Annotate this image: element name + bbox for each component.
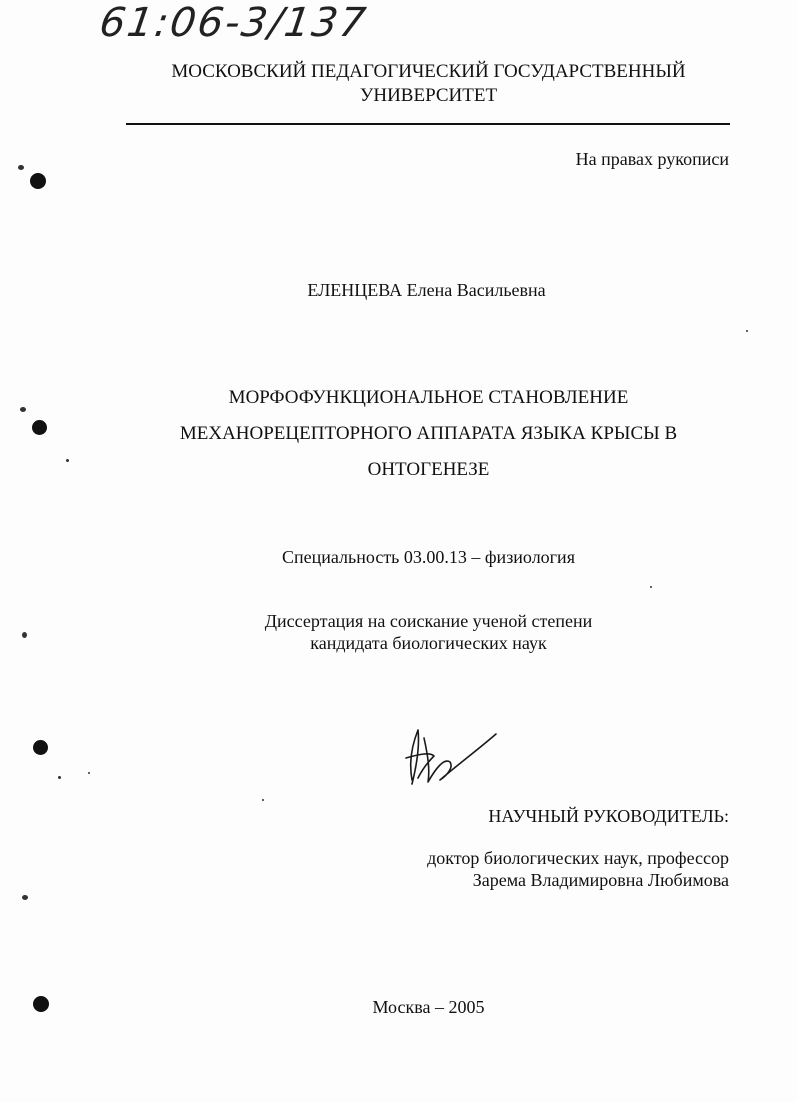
binding-hole — [30, 173, 46, 189]
scan-speck — [58, 776, 61, 779]
dissertation-line-2: кандидата биологических наук — [310, 633, 547, 653]
archive-number-handwritten: 61:06-3/137 — [96, 0, 371, 46]
scan-speck — [22, 632, 27, 638]
place-and-year: Москва – 2005 — [372, 997, 485, 1017]
binding-hole — [33, 740, 48, 755]
university-name — [0, 60, 797, 108]
supervisor-name: Зарема Владимировна Любимова — [472, 870, 729, 890]
scan-speck — [66, 459, 69, 462]
supervisor-heading: НАУЧНЫЙ РУКОВОДИТЕЛЬ: — [488, 806, 729, 826]
dissertation-line-1: Диссертация на соискание ученой степени — [264, 611, 593, 631]
author-signature — [400, 718, 510, 793]
university-line-2: УНИВЕРСИТЕТ — [359, 85, 498, 106]
scan-speck — [746, 330, 748, 332]
specialty: Специальность 03.00.13 – физиология — [282, 547, 575, 567]
title-line-2: МЕХАНОРЕЦЕПТОРНОГО АППАРАТА ЯЗЫКА КРЫСЫ В — [179, 423, 678, 444]
author-name: ЕЛЕНЦЕВА Елена Васильевна — [307, 280, 546, 300]
scan-speck — [262, 799, 264, 801]
title-line-3: ОНТОГЕНЕЗЕ — [367, 459, 490, 480]
scan-speck — [650, 586, 652, 588]
scan-speck — [20, 407, 26, 412]
binding-hole — [32, 420, 47, 435]
scan-speck — [18, 165, 24, 170]
title-line-1: МОРФОФУНКЦИОНАЛЬНОЕ СТАНОВЛЕНИЕ — [228, 387, 629, 408]
binding-hole — [33, 996, 49, 1012]
dissertation-title — [0, 380, 797, 488]
scan-speck — [22, 895, 28, 900]
header-divider — [126, 123, 730, 125]
manuscript-rights-note: На правах рукописи — [575, 149, 729, 169]
scan-speck — [88, 772, 90, 774]
university-line-1: МОСКОВСКИЙ ПЕДАГОГИЧЕСКИЙ ГОСУДАРСТВЕННЫЙ — [171, 61, 686, 82]
supervisor-degree: доктор биологических наук, профессор — [427, 848, 729, 868]
